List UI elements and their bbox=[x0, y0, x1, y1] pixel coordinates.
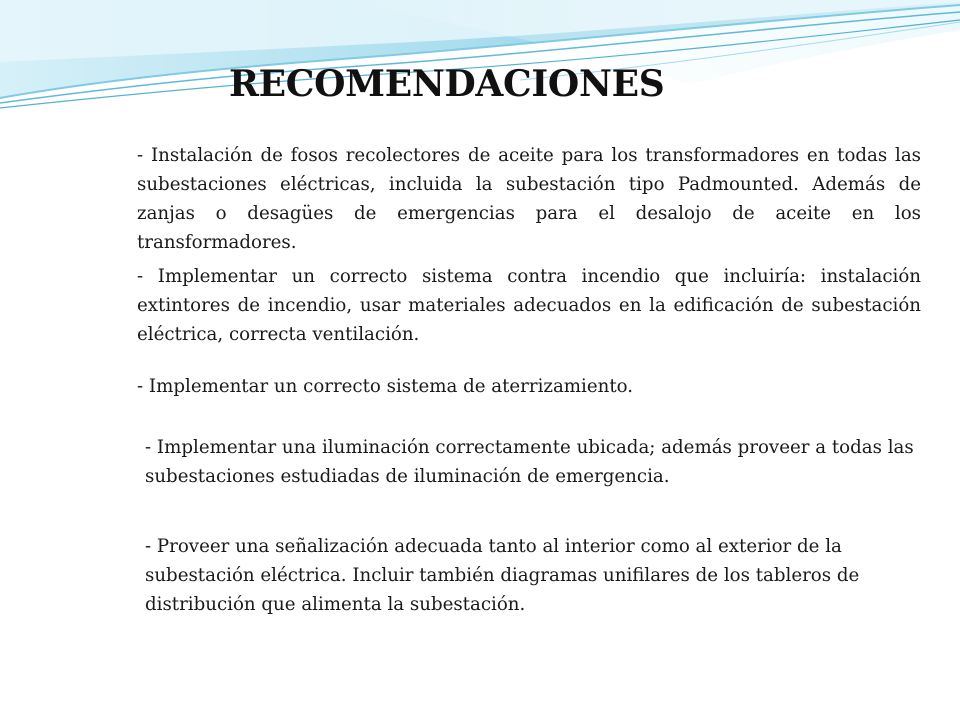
recommendation-item-2: - Implementar un correcto sistema contra incendio que incluiría: instalación extintores de incendio, usar materiales adecuados en la edificación de subestación eléctrica, correcta ventilación. bbox=[137, 266, 921, 345]
recommendation-item-4: - Implementar una iluminación correctamente ubicada; además proveer a todas las subestaciones estudiadas de iluminación de emergencia. bbox=[145, 437, 914, 487]
recommendation-item-5: - Proveer una señalización adecuada tanto al interior como al exterior de la subestación eléctrica. Incluir también diagramas unifilares de los tableros de distribución que alimenta la subestación. bbox=[145, 536, 860, 615]
recommendation-item-1: - Instalación de fosos recolectores de aceite para los transformadores en todas las subestaciones eléctricas, incluida la subestación tipo Padmounted. Además de zanjas o desagües de emergencias para el desalojo de aceite en los transformadores. bbox=[137, 145, 921, 253]
recommendation-item-3: - Implementar un correcto sistema de aterrizamiento. bbox=[137, 376, 634, 397]
slide-title: RECOMENDACIONES bbox=[229, 63, 665, 105]
